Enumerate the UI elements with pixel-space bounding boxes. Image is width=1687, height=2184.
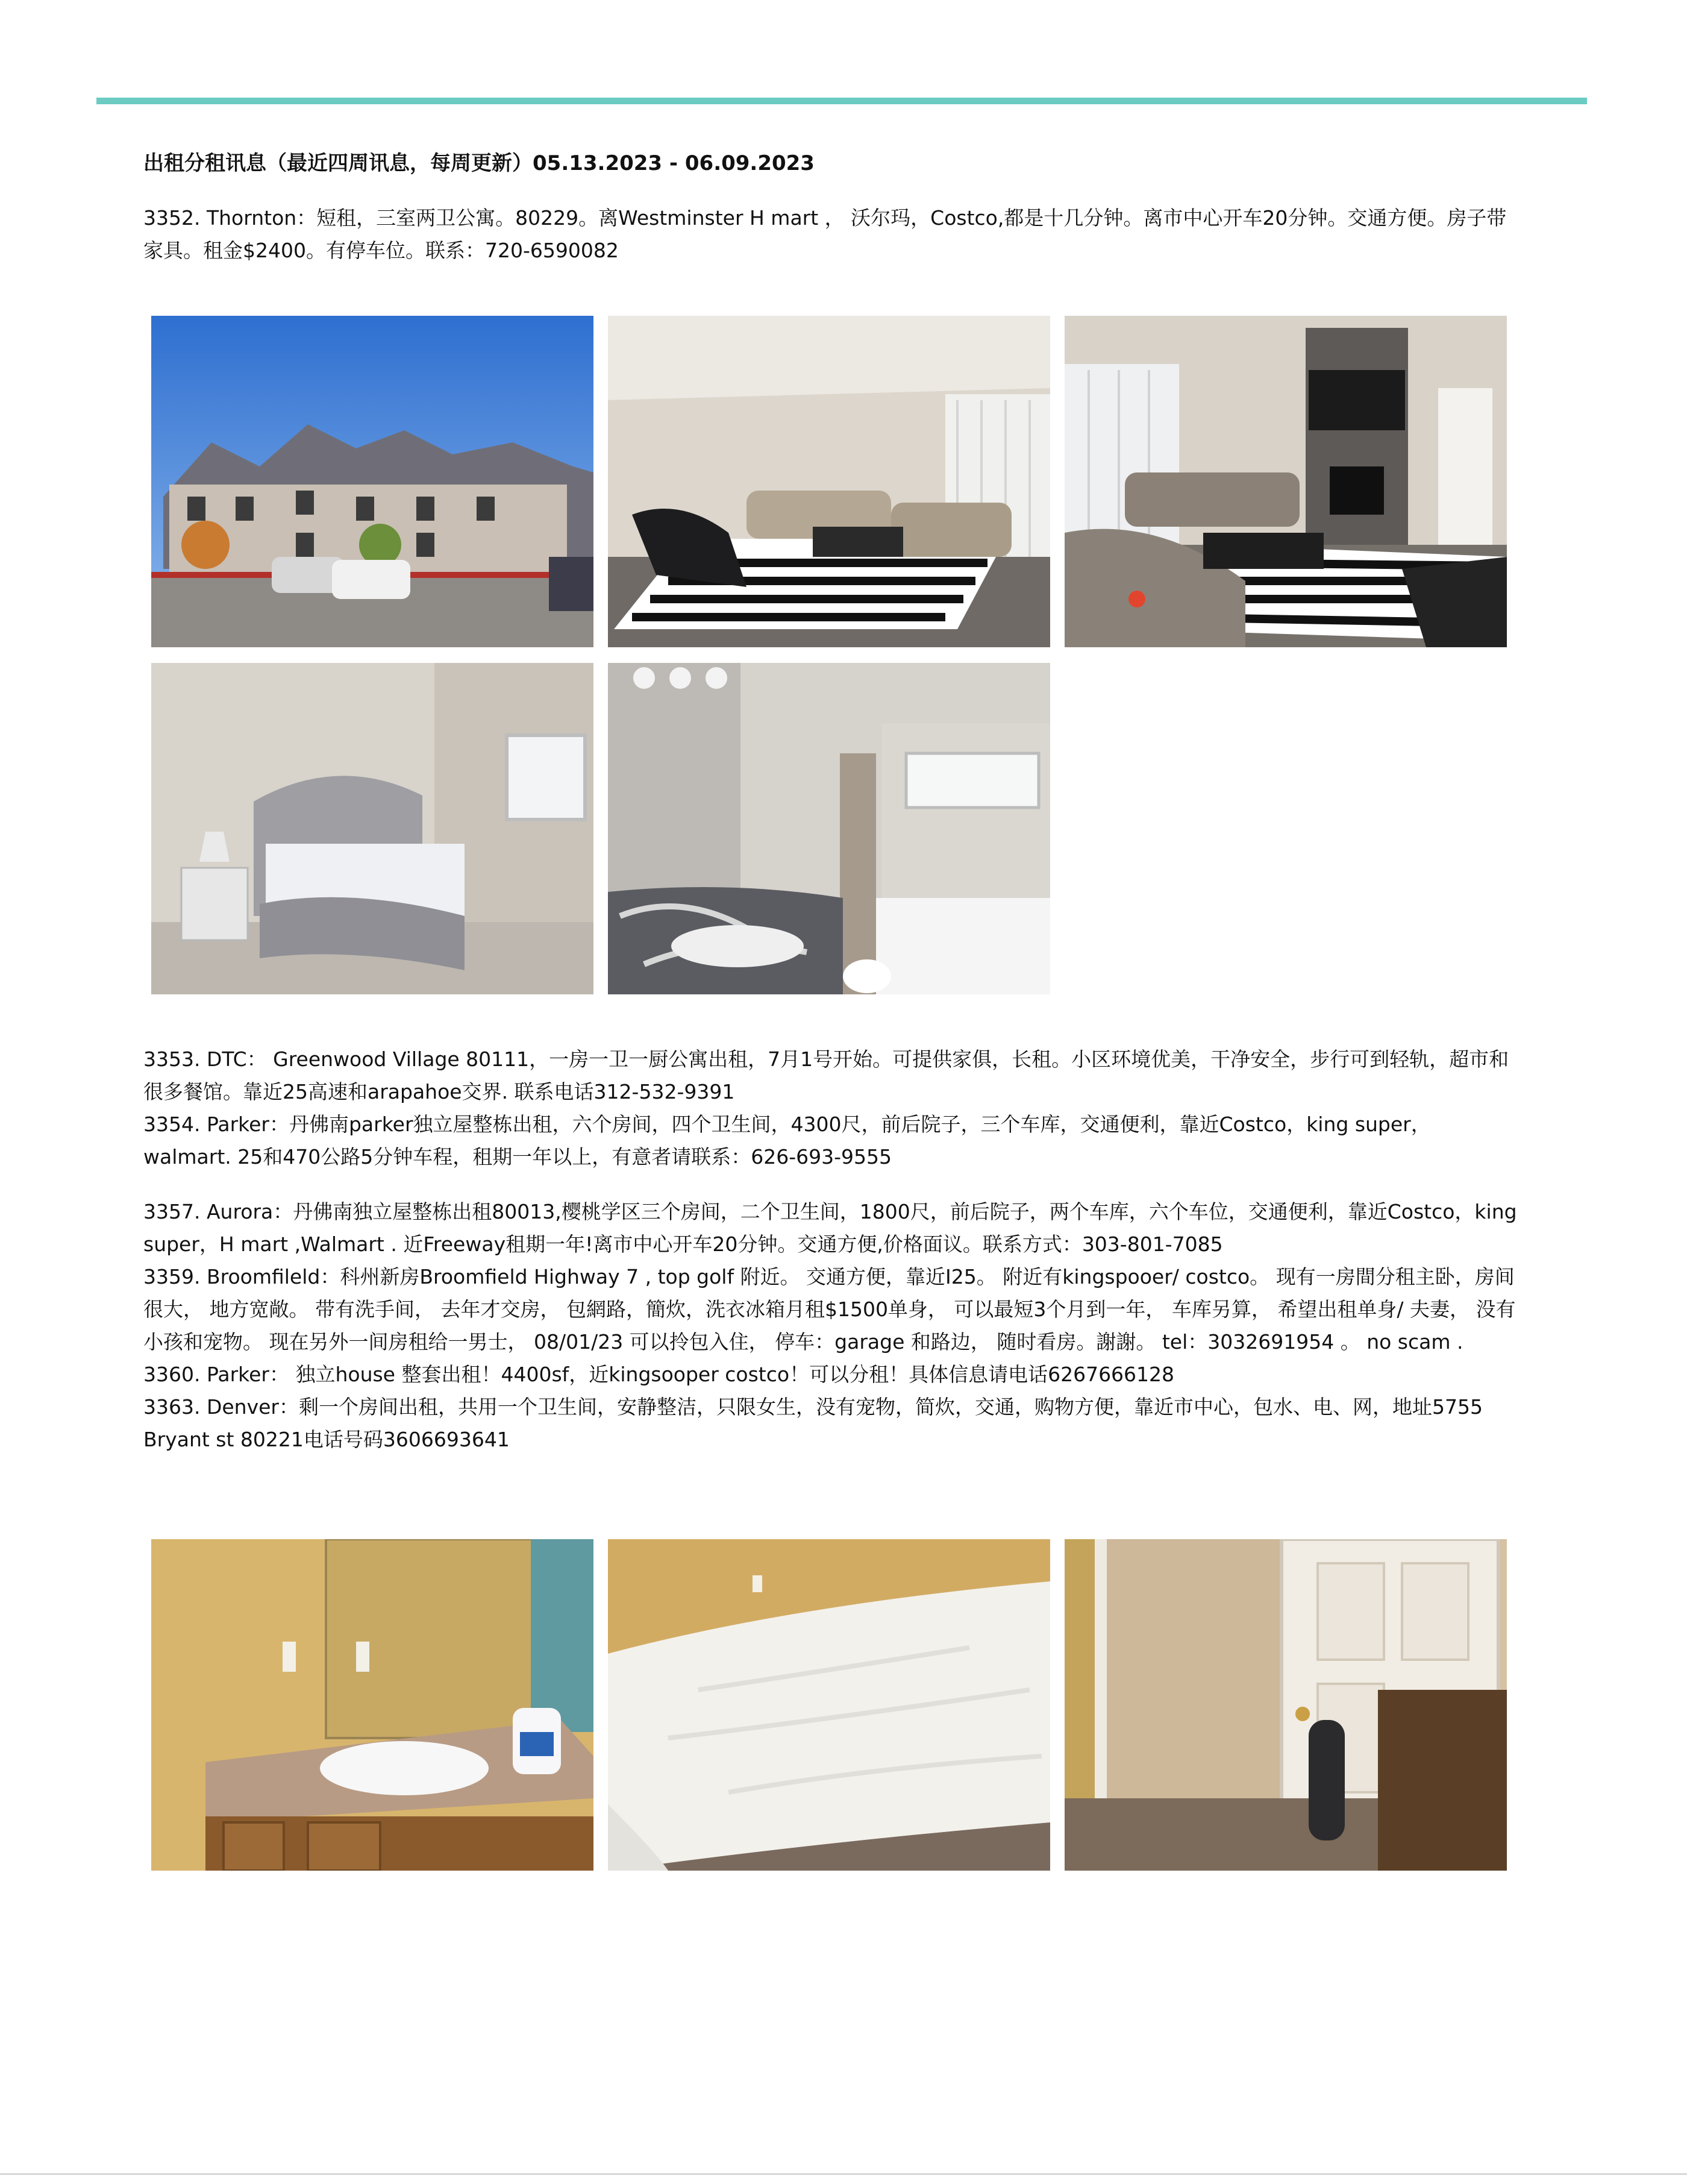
- listing-block-3: [143, 1196, 1517, 1456]
- photo-apartment-exterior: [151, 316, 593, 647]
- listing-block-2: [143, 1043, 1517, 1173]
- listing-3354: 3354. Parker：丹佛南parker独立屋整栋出租，六个房间，四个卫生间，4300尺，前后院子，三个车库，交通便利，靠近Costco，king super，walmart. 25和470公路5分钟车程，租期一年以上，有意者请联系：626-693-9555: [143, 1112, 1431, 1169]
- listing-3359: 3359. Broomfileld：科州新房Broomfield Highway 7 , top golf 附近。 交通方便，靠近I25。 附近有kingspooer/ costco。 现有一房間分租主卧，房间很大， 地方宽敞。 带有洗手间， 去年才交房， 包網路，簡炊，洗衣冰箱月租$1500单身， 可以最短3个月到一年， 车库另算， 希望出租单身/ 夫妻， 没有小孩和宠物。 现在另外一间房租给一男士， 08/01/23 可以拎包入住， 停车：garage 和路边， 随时看房。謝謝。 tel：3032691954 。 no scam .: [143, 1265, 1516, 1354]
- bottom-divider: [0, 2173, 1687, 2175]
- listing-3357: 3357. Aurora：丹佛南独立屋整栋出租80013,樱桃学区三个房间，二个卫生间，1800尺，前后院子，两个车库，六个车位，交通便利，靠近Costco，king super，H mart ,Walmart . 近Freeway租期一年!离市中心开车20分钟。交通方便,价格面议。联系方式：303-801-7085: [143, 1200, 1517, 1256]
- photo-living-room-fireplace: [1065, 316, 1507, 647]
- listing-block-1: [143, 202, 1517, 267]
- page-title: 出租分租讯息（最近四周讯息，每周更新）05.13.2023 - 06.09.2023: [143, 151, 815, 175]
- photo-closet-room: [1065, 1539, 1507, 1871]
- listing-3363: 3363. Denver：剩一个房间出租，共用一个卫生间，安静整洁，只限女生，没有宠物，简炊，交通，购物方便，靠近市中心，包水、电、网，地址5755 Bryant st 80221电话号码3606693641: [143, 1395, 1483, 1451]
- listing-3352: 3352. Thornton：短租，三室两卫公寓。80229。离Westminster H mart ， 沃尔玛，Costco,都是十几分钟。离市中心开车20分钟。交通方便。房子带家具。租金$2400。有停车位。联系：720-6590082: [143, 206, 1507, 262]
- photo-bathroom-sink: [151, 1539, 593, 1871]
- photo-bedroom: [151, 663, 593, 994]
- listing-3353: 3353. DTC： Greenwood Village 80111，一房一卫一厨公寓出租，7月1号开始。可提供家俱，长租。小区环境优美，干净安全，步行可到轻轨，超市和很多餐馆。靠近25高速和arapahoe交界. 联系电话312-532-9391: [143, 1047, 1509, 1103]
- photo-living-room-zebra-rug: [608, 316, 1050, 647]
- photo-mattress: [608, 1539, 1050, 1871]
- listing-3360: 3360. Parker： 独立house 整套出租！4400sf，近kingsooper costco！可以分租！具体信息请电话6267666128: [143, 1363, 1175, 1386]
- photo-bathroom-granite-vanity: [608, 663, 1050, 994]
- top-divider: [96, 98, 1587, 104]
